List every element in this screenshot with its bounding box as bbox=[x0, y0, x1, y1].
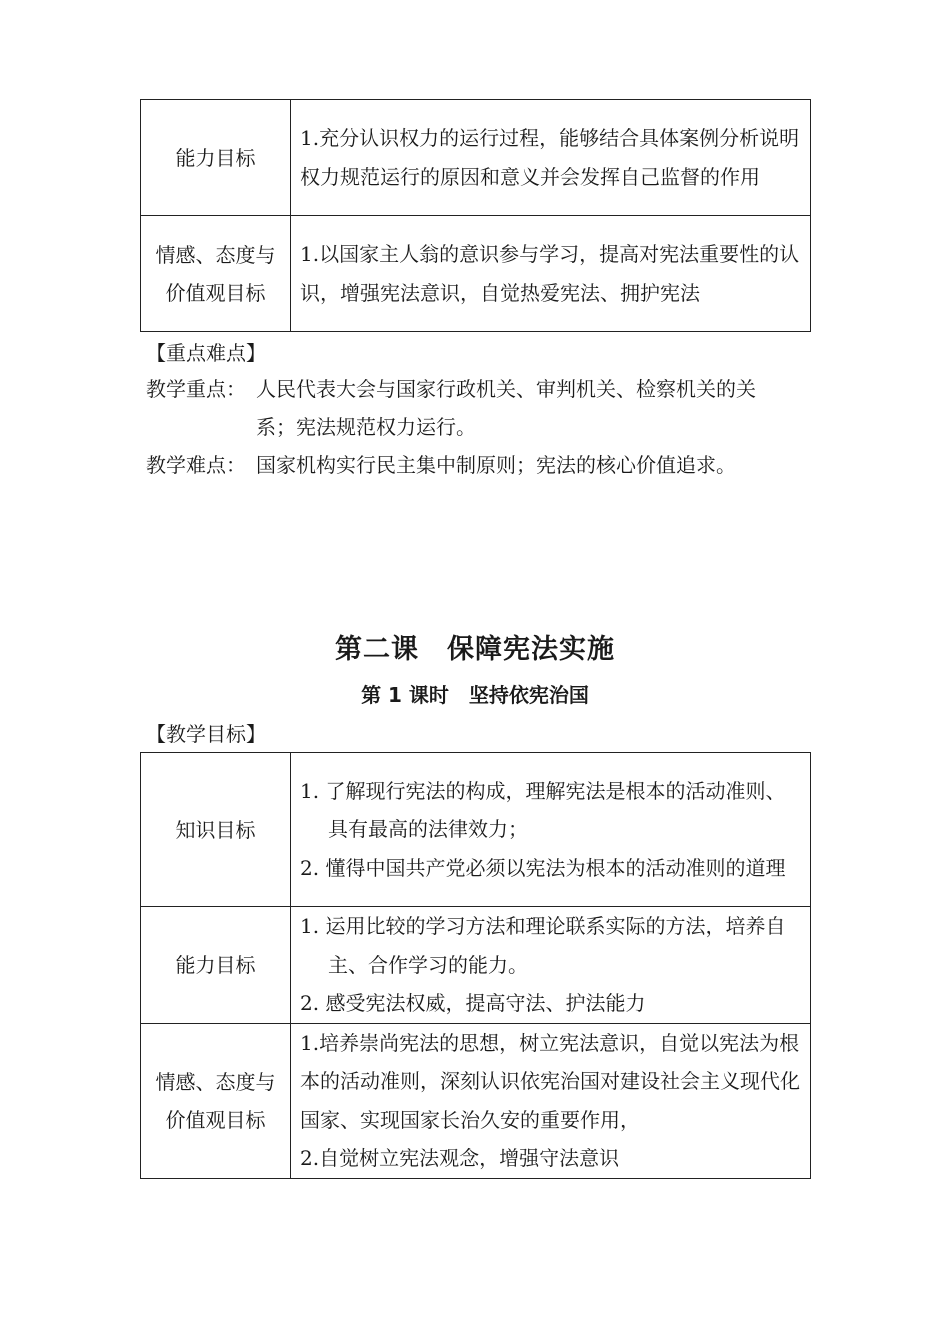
ability-goal-label: 能力目标 bbox=[175, 145, 256, 170]
goal-item: 1. 运用比较的学习方法和理论联系实际的方法，培养自主、合作学习的能力。 bbox=[300, 914, 786, 977]
row-label bbox=[141, 907, 291, 1024]
lesson-subtitle: 第 1 课时 坚持依宪治国 bbox=[361, 683, 589, 707]
ability-goal-label: 能力目标 bbox=[175, 952, 256, 977]
row-label bbox=[141, 1023, 291, 1178]
row-content bbox=[291, 216, 811, 332]
row-label bbox=[141, 100, 291, 216]
lesson-title: 第二课 保障宪法实施 bbox=[335, 634, 615, 665]
teaching-focus-text-line2: 系；宪法规范权力运行。 bbox=[256, 415, 476, 439]
row-content bbox=[291, 100, 811, 216]
goal-item: 2. 懂得中国共产党必须以宪法为根本的活动准则的道理 bbox=[300, 855, 786, 880]
goal-item: 1.充分认识权力的运行过程，能够结合具体案例分析说明权力规范运行的原因和意义并会发挥自己监督的作用 bbox=[300, 126, 800, 189]
knowledge-goal-label: 知识目标 bbox=[175, 817, 256, 842]
attitude-goal-label-line2: 价值观目标 bbox=[165, 280, 266, 305]
table-row bbox=[141, 1023, 811, 1178]
teaching-focus-text-line1: 人民代表大会与国家行政机关、审判机关、检察机关的关 bbox=[256, 377, 756, 401]
goal-item: 1.以国家主人翁的意识参与学习，提高对宪法重要性的认识，增强宪法意识，自觉热爱宪法、拥护宪法 bbox=[300, 242, 800, 305]
table-row bbox=[141, 100, 811, 216]
goal-item: 1.培养崇尚宪法的思想，树立宪法意识，自觉以宪法为根本的活动准则，深刻认识依宪治国对建设社会主义现代化国家、实现国家长治久安的重要作用， bbox=[300, 1030, 800, 1132]
row-content bbox=[291, 907, 811, 1024]
row-content bbox=[291, 1023, 811, 1178]
attitude-goal-label-line2: 价值观目标 bbox=[165, 1107, 266, 1132]
table-row bbox=[141, 216, 811, 332]
teaching-difficulty-text: 国家机构实行民主集中制原则；宪法的核心价值追求。 bbox=[256, 453, 736, 477]
goal-item: 1. 了解现行宪法的构成，理解宪法是根本的活动准则、具有最高的法律效力； bbox=[300, 778, 786, 842]
upper-goals-table bbox=[140, 99, 811, 332]
row-label bbox=[141, 216, 291, 332]
row-content bbox=[291, 753, 811, 907]
attitude-goal-label-line1: 情感、态度与 bbox=[155, 1069, 276, 1094]
teaching-goals-heading: 【教学目标】 bbox=[146, 722, 266, 746]
goal-item: 2.自觉树立宪法观念，增强守法意识 bbox=[300, 1146, 620, 1170]
teaching-goals-table bbox=[140, 752, 811, 1179]
row-label bbox=[141, 753, 291, 907]
table-row bbox=[141, 753, 811, 907]
teaching-focus-label: 教学重点： bbox=[146, 377, 246, 401]
goal-item: 2. 感受宪法权威，提高守法、护法能力 bbox=[300, 991, 646, 1015]
table-row bbox=[141, 907, 811, 1024]
attitude-goal-label-line1: 情感、态度与 bbox=[155, 242, 276, 267]
teaching-difficulty-label: 教学难点： bbox=[146, 453, 246, 477]
key-points-heading: 【重点难点】 bbox=[146, 341, 266, 365]
